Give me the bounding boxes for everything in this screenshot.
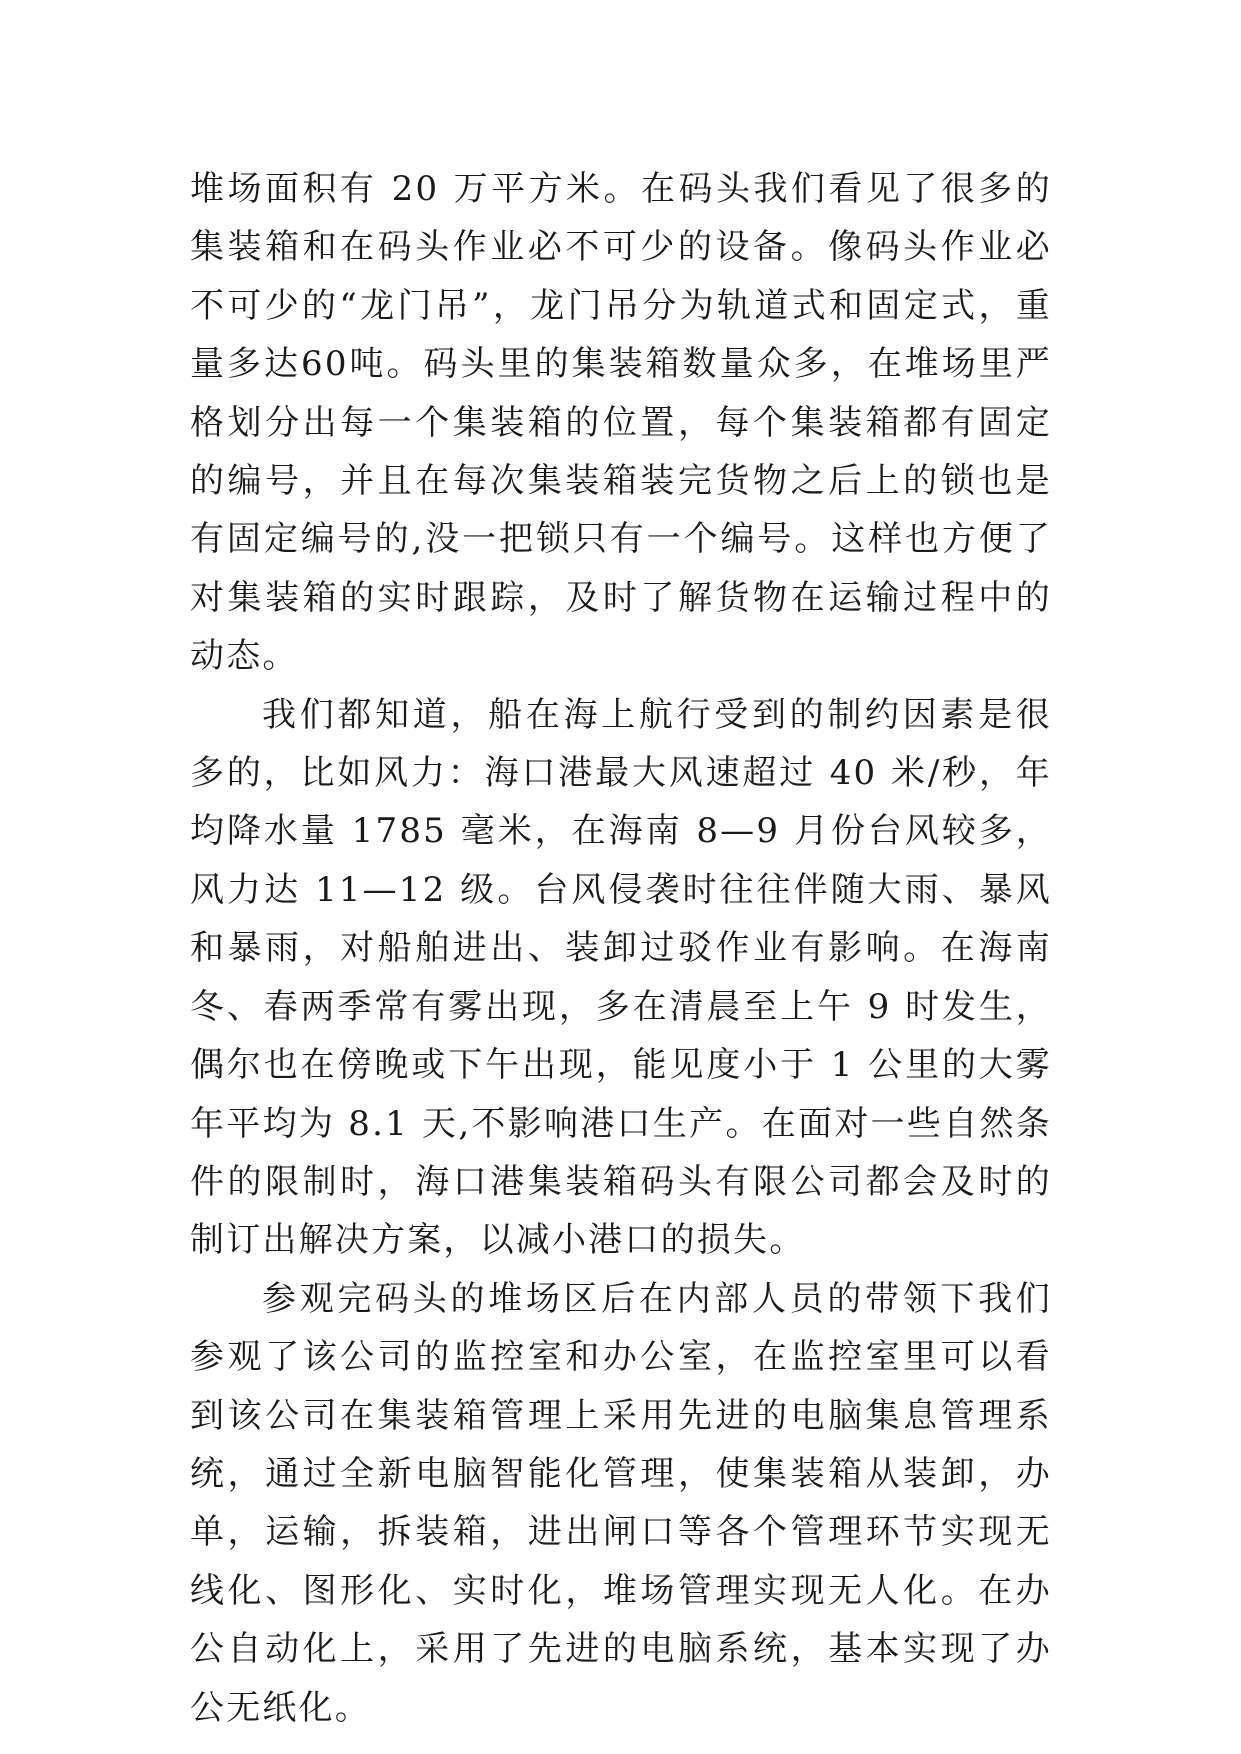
paragraph-monitoring-office: 参观完码头的堆场区后在内部人员的带领下我们参观了该公司的监控室和办公室，在监控室里可以看到该公司在集装箱管理上采用先进的电脑集息管理系统，通过全新电脑智能化管理，使集装箱从装卸，办单，运输，拆装箱，进出闸口等各个管理环节实现无线化、图形化、实时化，堆场管理实现无人化。在办公自动化上，采用了先进的电脑系统，基本实现了办公无纸化。	[190, 1278, 1052, 1728]
paragraph-weather-constraints: 我们都知道，船在海上航行受到的制约因素是很多的，比如风力：海口港最大风速超过 40 米/秒，年均降水量 1785 毫米，在海南 8—9 月份台风较多，风力达 11—12 级。台风侵袭时往往伴随大雨、暴风和暴雨，对船舶进出、装卸过驳作业有影响。在海南冬、春两季常有雾出现，多在清晨至上午 9 时发生，偶尔也在傍晚或下午出现，能见度小于 1 公里的大雾年平均为 8.1 天,不影响港口生产。在面对一些自然条件的限制时，海口港集装箱码头有限公司都会及时的制订出解决方案，以减小港口的损失。	[190, 694, 1052, 1261]
body-text	[190, 160, 1052, 1737]
paragraph-yard-overview: 堆场面积有 20 万平方米。在码头我们看见了很多的集装箱和在码头作业必不可少的设备。像码头作业必不可少的“龙门吊”，龙门吊分为轨道式和固定式，重量多达60吨。码头里的集装箱数量众多，在堆场里严格划分出每一个集装箱的位置，每个集装箱都有固定的编号，并且在每次集装箱装完货物之后上的锁也是有固定编号的,没一把锁只有一个编号。这样也方便了对集装箱的实时跟踪，及时了解货物在运输过程中的动态。	[190, 169, 1052, 677]
